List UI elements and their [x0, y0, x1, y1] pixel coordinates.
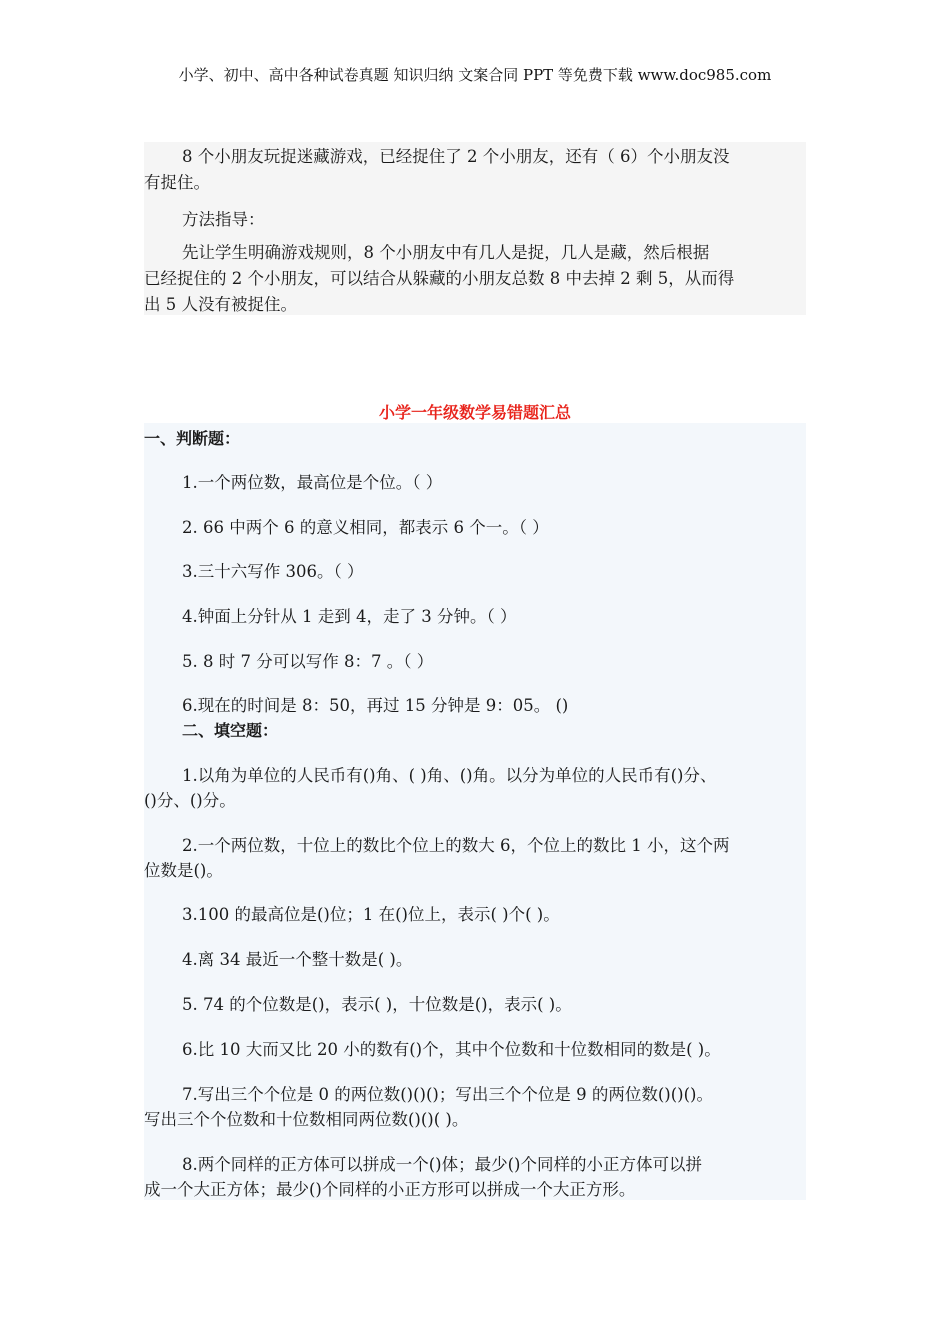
fill-item-5: 5. 74 的个位数是()，表示( )，十位数是()，表示( )。 — [182, 995, 572, 1014]
judge-item-2: 2. 66 中两个 6 的意义相同，都表示 6 个一。（ ） — [182, 518, 549, 537]
method-line-1: 先让学生明确游戏规则，8 个小朋友中有几人是捉，几人是藏，然后根据 — [182, 243, 710, 262]
intro-question-line-2: 有捉住。 — [144, 173, 210, 192]
fill-item-2-line-1: 2.一个两位数，十位上的数比个位上的数大 6，个位上的数比 1 小，这个两 — [182, 836, 730, 855]
fill-item-2-line-2: 位数是()。 — [144, 861, 223, 880]
method-line-3: 出 5 人没有被捉住。 — [144, 295, 297, 314]
section1-heading: 一、判断题： — [144, 429, 241, 448]
intro-question-line-1: 8 个小朋友玩捉迷藏游戏，已经捉住了 2 个小朋友，还有（ 6）个小朋友没 — [182, 147, 730, 166]
method-label: 方法指导： — [182, 210, 265, 229]
fill-item-7-line-1: 7.写出三个个位是 0 的两位数()()()；写出三个个位是 9 的两位数()()()。 — [182, 1085, 713, 1104]
fill-item-7-line-2: 写出三个个位数和十位数相同两位数()()( )。 — [144, 1110, 469, 1129]
judge-item-3: 3.三十六写作 306。（ ） — [182, 562, 364, 581]
page-header: 小学、初中、高中各种试卷真题 知识归纳 文案合同 PPT 等免费下载 www.doc985.com — [178, 66, 772, 84]
main-title: 小学一年级数学易错题汇总 — [378, 403, 571, 422]
judge-item-5: 5. 8 时 7 分可以写作 8：7 。（ ） — [182, 652, 434, 671]
fill-item-8-line-1: 8.两个同样的正方体可以拼成一个()体；最少()个同样的小正方体可以拼 — [182, 1155, 702, 1174]
section2-heading: 二、填空题： — [182, 721, 279, 740]
fill-item-6: 6.比 10 大而又比 20 小的数有()个，其中个位数和十位数相同的数是( )。 — [182, 1040, 721, 1059]
judge-item-6: 6.现在的时间是 8：50，再过 15 分钟是 9：05。 () — [182, 696, 569, 715]
fill-item-1-line-1: 1.以角为单位的人民币有()角、( )角、()角。以分为单位的人民币有()分、 — [182, 766, 717, 785]
judge-item-1: 1.一个两位数，最高位是个位。（ ） — [182, 473, 443, 492]
method-line-2: 已经捉住的 2 个小朋友，可以结合从躲藏的小朋友总数 8 中去掉 2 剩 5，从而得 — [144, 269, 735, 288]
fill-item-1-line-2: ()分、()分。 — [144, 791, 236, 810]
judge-item-4: 4.钟面上分针从 1 走到 4，走了 3 分钟。（ ） — [182, 607, 517, 626]
fill-item-3: 3.100 的最高位是()位；1 在()位上，表示( )个( )。 — [182, 905, 560, 924]
fill-item-4: 4.离 34 最近一个整十数是( )。 — [182, 950, 413, 969]
fill-item-8-line-2: 成一个大正方体；最少()个同样的小正方形可以拼成一个大正方形。 — [144, 1180, 636, 1199]
